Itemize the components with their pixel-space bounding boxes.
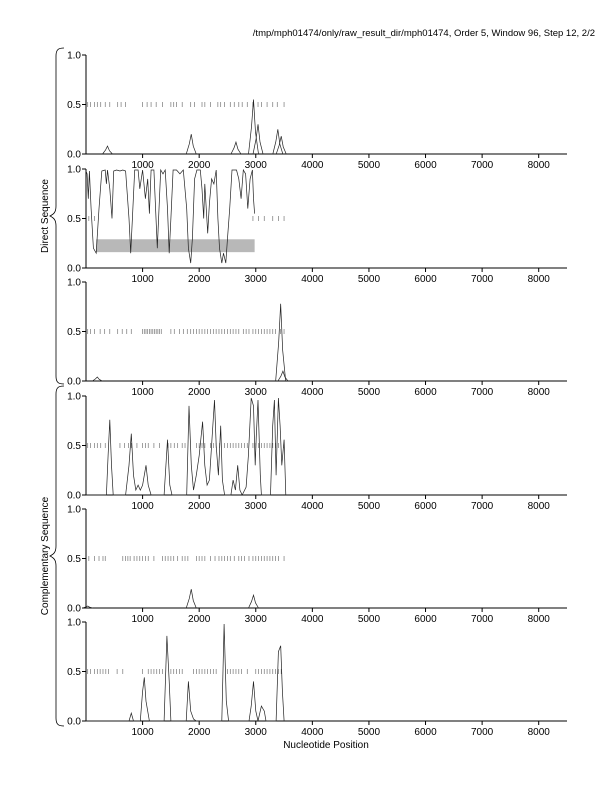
panel-complementary-frame-2 <box>67 505 567 626</box>
x-tick-label: 4000 <box>301 727 324 738</box>
x-tick-label: 2000 <box>188 614 211 625</box>
x-tick-label: 7000 <box>470 614 494 625</box>
x-tick-label: 6000 <box>414 160 437 171</box>
group-brackets <box>40 48 64 726</box>
x-tick-label: 3000 <box>244 160 267 171</box>
x-tick-label: 3000 <box>244 614 267 625</box>
x-tick-label: 6000 <box>414 501 437 512</box>
peak-mark <box>186 589 196 608</box>
x-tick-label: 2000 <box>188 274 211 285</box>
peak-mark <box>276 136 286 154</box>
y-tick-label: 0.5 <box>67 327 81 338</box>
x-tick-label: 1000 <box>131 501 154 512</box>
x-tick-label: 4000 <box>301 501 324 512</box>
peak-mark <box>186 134 196 154</box>
x-tick-label: 8000 <box>527 387 550 398</box>
peak-mark <box>249 100 259 154</box>
x-tick-label: 5000 <box>357 160 381 171</box>
x-tick-label: 5000 <box>357 727 381 738</box>
x-tick-label: 2000 <box>188 727 211 738</box>
panels-group <box>67 51 567 739</box>
x-tick-label: 1000 <box>131 387 154 398</box>
x-tick-label: 2000 <box>188 387 211 398</box>
panel-direct-frame-1 <box>67 51 567 172</box>
x-tick-label: 8000 <box>527 614 550 625</box>
x-tick-label: 1000 <box>131 727 154 738</box>
panel-complementary-frame-1 <box>67 392 567 513</box>
y-tick-label: 1.0 <box>67 50 81 62</box>
direct-sequence-label: Direct Sequence <box>40 179 51 253</box>
x-tick-label: 8000 <box>527 501 550 512</box>
x-tick-label: 4000 <box>301 614 324 625</box>
y-tick-label: 0.5 <box>67 441 81 452</box>
y-tick-label: 0.0 <box>67 716 81 728</box>
x-tick-label: 1000 <box>131 274 154 285</box>
y-tick-label: 0.5 <box>67 100 81 111</box>
y-tick-label: 0.0 <box>67 149 81 161</box>
x-tick-label: 8000 <box>527 727 550 738</box>
x-tick-label: 2000 <box>188 160 211 171</box>
x-tick-label: 4000 <box>301 160 324 171</box>
y-tick-label: 1.0 <box>67 391 81 403</box>
y-tick-label: 1.0 <box>67 164 81 176</box>
x-tick-label: 6000 <box>414 614 437 625</box>
y-tick-label: 0.0 <box>67 490 81 502</box>
x-tick-label: 6000 <box>414 727 437 738</box>
x-tick-label: 3000 <box>244 501 267 512</box>
figure-title: /tmp/mph01474/only/raw_result_dir/mph01474, Order 5, Window 96, Step 12, 2/2 <box>252 28 595 39</box>
x-axis-label: Nucleotide Position <box>283 740 369 751</box>
x-tick-label: 1000 <box>131 160 154 171</box>
x-tick-label: 6000 <box>414 274 437 285</box>
x-tick-label: 5000 <box>357 387 381 398</box>
x-tick-label: 5000 <box>357 614 381 625</box>
complementary-sequence-bracket <box>50 386 64 726</box>
x-tick-label: 7000 <box>470 387 494 398</box>
direct-sequence-bracket <box>50 48 64 384</box>
x-tick-label: 8000 <box>527 160 550 171</box>
x-tick-label: 4000 <box>301 274 324 285</box>
x-tick-label: 7000 <box>470 274 494 285</box>
y-tick-label: 0.5 <box>67 667 81 678</box>
x-tick-label: 4000 <box>301 387 324 398</box>
x-tick-label: 2000 <box>188 501 211 512</box>
panel-direct-frame-2 <box>67 165 567 286</box>
peak-mark <box>92 377 102 381</box>
x-tick-label: 6000 <box>414 387 437 398</box>
x-tick-label: 5000 <box>357 274 381 285</box>
x-tick-label: 7000 <box>470 160 494 171</box>
peak-mark <box>276 304 286 381</box>
peak-mark <box>249 595 259 608</box>
complementary-sequence-label: Complementary Sequence <box>40 496 51 616</box>
x-tick-label: 7000 <box>470 727 494 738</box>
peak-mark <box>231 142 241 154</box>
x-tick-label: 3000 <box>244 727 267 738</box>
y-tick-label: 1.0 <box>67 277 81 289</box>
profile-line <box>86 398 286 495</box>
y-tick-label: 0.0 <box>67 263 81 275</box>
y-tick-label: 0.5 <box>67 214 81 225</box>
panel-complementary-frame-3 <box>67 618 567 739</box>
panel-direct-frame-3 <box>67 278 567 399</box>
y-tick-label: 0.5 <box>67 554 81 565</box>
peak-mark <box>278 371 288 381</box>
y-tick-label: 0.0 <box>67 603 81 615</box>
x-tick-label: 3000 <box>244 387 267 398</box>
y-tick-label: 0.0 <box>67 376 81 388</box>
x-tick-label: 1000 <box>131 614 154 625</box>
peak-mark <box>103 146 113 154</box>
y-tick-label: 1.0 <box>67 617 81 629</box>
highlight-band <box>96 239 254 252</box>
y-tick-label: 1.0 <box>67 504 81 516</box>
x-tick-label: 5000 <box>357 501 381 512</box>
x-tick-label: 3000 <box>244 274 267 285</box>
x-tick-label: 8000 <box>527 274 550 285</box>
x-tick-label: 7000 <box>470 501 494 512</box>
profile-line <box>86 624 284 721</box>
